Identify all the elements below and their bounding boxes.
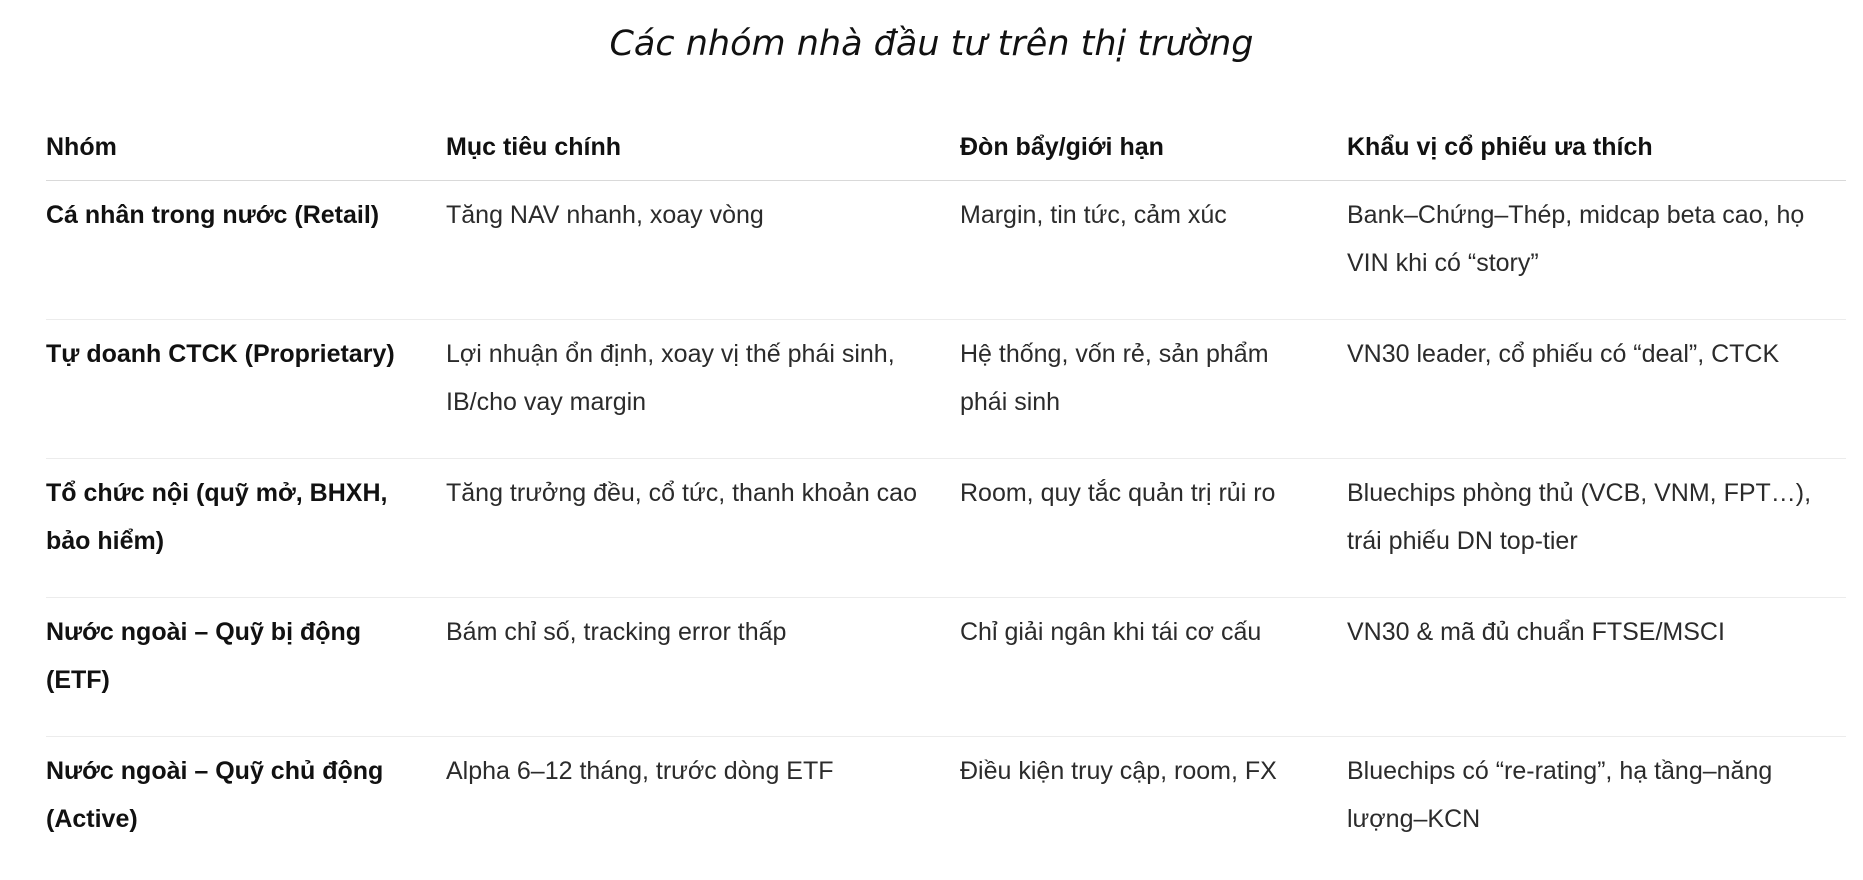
- cell-goal: Tăng trưởng đều, cổ tức, thanh khoản cao: [446, 458, 960, 597]
- table-row: [46, 458, 1846, 597]
- cell-group: Cá nhân trong nước (Retail): [46, 180, 446, 319]
- cell-limit: Chỉ giải ngân khi tái cơ cấu: [960, 597, 1347, 736]
- table-row: [46, 319, 1846, 458]
- cell-group: Tổ chức nội (quỹ mở, BHXH, bảo hiểm): [46, 458, 446, 597]
- cell-limit: Room, quy tắc quản trị rủi ro: [960, 458, 1347, 597]
- cell-preference: VN30 & mã đủ chuẩn FTSE/MSCI: [1347, 597, 1846, 736]
- table-header-row: [46, 117, 1846, 180]
- page-title: Các nhóm nhà đầu tư trên thị trường: [609, 24, 1254, 64]
- cell-preference: VN30 leader, cổ phiếu có “deal”, CTCK: [1347, 319, 1846, 458]
- cell-group: Nước ngoài – Quỹ bị động (ETF): [46, 597, 446, 736]
- header-preference: Khẩu vị cổ phiếu ưa thích: [1347, 117, 1846, 180]
- cell-preference: Bluechips có “re-rating”, hạ tầng–năng lượng–KCN: [1347, 756, 1773, 833]
- table-row: [46, 597, 1846, 736]
- cell-group: Tự doanh CTCK (Proprietary): [46, 319, 446, 458]
- cell-group: Nước ngoài – Quỹ chủ động (Active): [46, 756, 384, 833]
- header-group: Nhóm: [46, 117, 446, 180]
- table-row: [46, 180, 1846, 319]
- cell-limit: Điều kiện truy cập, room, FX: [960, 756, 1277, 785]
- cell-preference: Bluechips phòng thủ (VCB, VNM, FPT…), trái phiếu DN top-tier: [1347, 458, 1846, 597]
- table-row: [46, 736, 1846, 875]
- cell-goal: Lợi nhuận ổn định, xoay vị thế phái sinh, IB/cho vay margin: [446, 319, 960, 458]
- cell-limit: Margin, tin tức, cảm xúc: [960, 180, 1347, 319]
- cell-goal: Bám chỉ số, tracking error thấp: [446, 597, 960, 736]
- header-limit: Đòn bẩy/giới hạn: [960, 117, 1347, 180]
- header-goal: Mục tiêu chính: [446, 117, 960, 180]
- cell-preference: Bank–Chứng–Thép, midcap beta cao, họ VIN khi có “story”: [1347, 180, 1846, 319]
- cell-goal: Alpha 6–12 tháng, trước dòng ETF: [446, 756, 834, 785]
- cell-limit: Hệ thống, vốn rẻ, sản phẩm phái sinh: [960, 319, 1347, 458]
- investor-groups-table: [46, 117, 1846, 875]
- cell-goal: Tăng NAV nhanh, xoay vòng: [446, 180, 960, 319]
